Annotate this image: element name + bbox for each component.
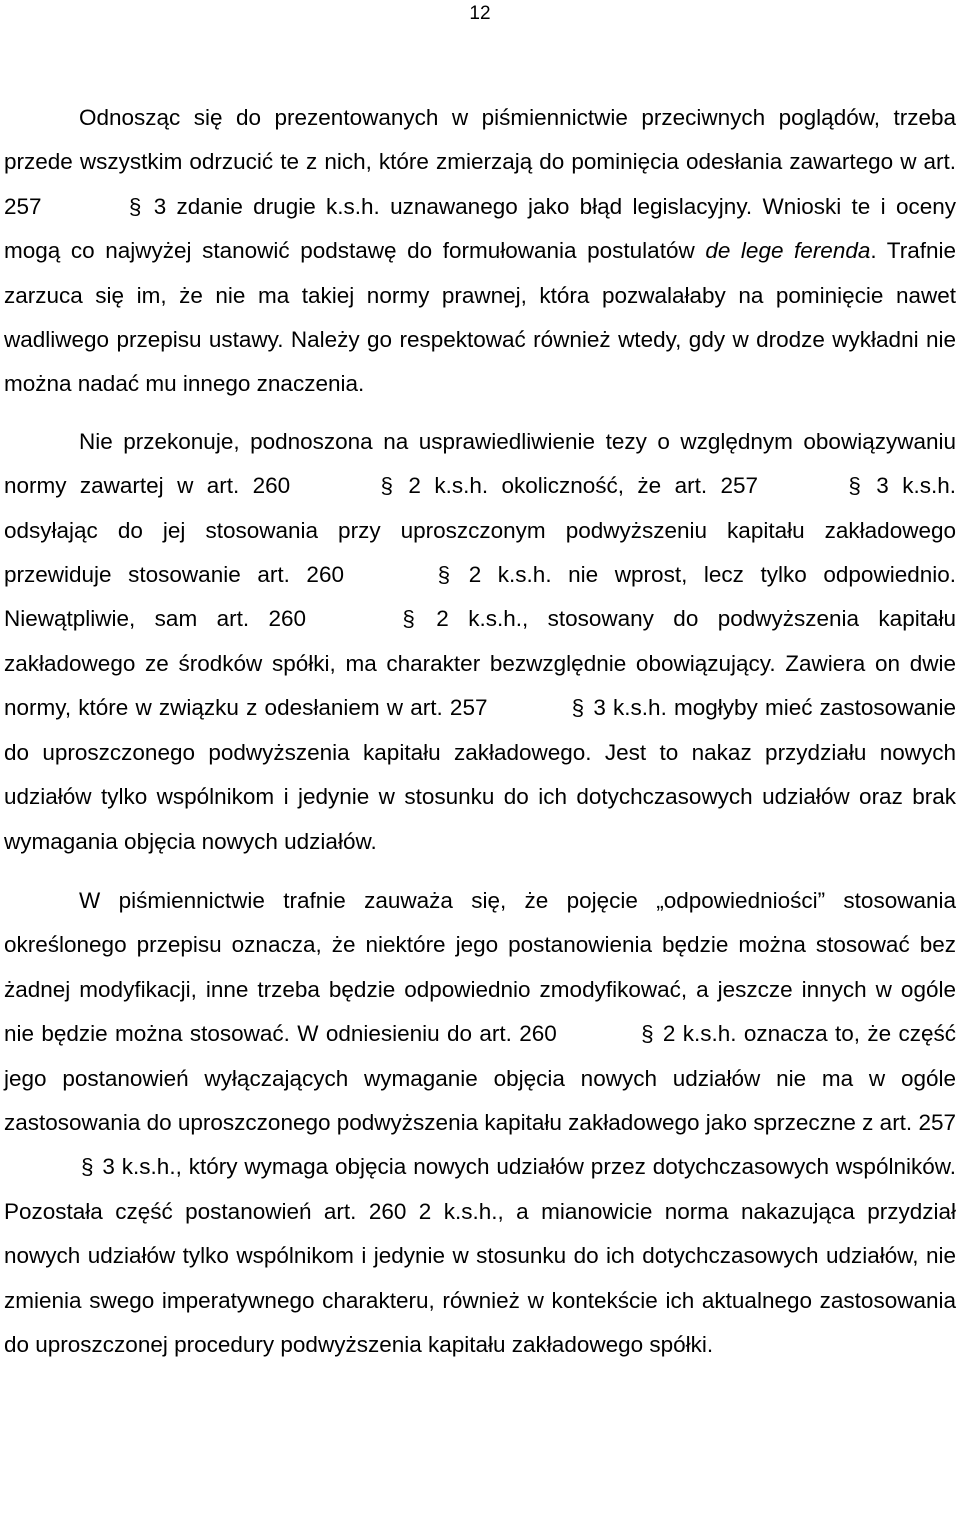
text-segment: 3 k.s.h. odsyłając do jej stosowania przy uproszczonym podwyższeniu kapitału zakładowego przewiduje stosowanie art. 260 [4, 473, 956, 588]
latin-phrase: de lege ferenda [705, 238, 871, 264]
text-segment: 2 k.s.h., stosowany do podwyższenia kapitału zakładowego ze środków spółki, ma charakter bezwzględnie obowiązujący. Zawiera on dwie normy, które w związku z odesłaniem w art. 257 [4, 606, 956, 721]
text-segment: 3 k.s.h., który wymaga objęcia nowych udziałów przez dotychczasowych wspólników. Pozostała część postanowień art. 260 2 k.s.h., a mianowicie norma nakazująca przydział nowych udziałów tylko wspólnikom i jedynie w stosunku do ich dotychczasowych udziałów, nie zmienia swego imperatywnego charakteru, również w kontekście ich aktualnego zastosowania do uproszczonej procedury podwyższenia kapitału zakładowego spółki. [4, 1154, 956, 1357]
paragraph-1 [4, 96, 956, 407]
text-segment: 3 k.s.h. mogłyby mieć zastosowanie do uproszczonego podwyższenia kapitału zakładowego. Jest to nakaz przydziału nowych udziałów tylko wspólnikom i jedynie w stosunku do ich dotychczasowych udziałów oraz brak wymagania objęcia nowych udziałów. [4, 695, 956, 854]
text-segment: 3 zdanie drugie k.s.h. uznawanego jako błąd legislacyjny. Wnioski te i oceny mogą co najwyżej stanowić podstawę do formułowania postulatów [4, 193, 957, 264]
text-segment: 2 k.s.h. okoliczność, że art. 257 [395, 473, 772, 499]
section-sign: § [641, 1021, 654, 1047]
section-sign: § [380, 473, 394, 499]
section-sign: § [128, 193, 142, 219]
paragraph-2 [4, 420, 956, 864]
section-sign: § [437, 562, 451, 588]
section-sign: § [848, 473, 861, 499]
text-segment: Nie przekonuje, podnoszona na usprawiedliwienie tezy o względnym obowiązywaniu normy zawartej w art. 260 [4, 428, 956, 499]
text-segment: 2 k.s.h. oznacza to, że część jego postanowień wyłączających wymaganie objęcia nowych udziałów nie ma w ogóle zastosowania do uproszczonego podwyższenia kapitału zakładowego jako sprzeczne z art. 257 [4, 1021, 956, 1135]
text-segment: 2 k.s.h. nie wprost, lecz tylko odpowiednio. Niewątpliwie, sam art. 260 [4, 562, 956, 632]
document-body [4, 96, 956, 1367]
text-segment: . Trafnie zarzuca się im, że nie ma takiej normy prawnej, która pozwalałaby na pominięcie nawet wadliwego przepisu ustawy. Należy go respektować również wtedy, gdy w drodze wykładni nie można nadać mu innego znaczenia. [4, 238, 956, 397]
section-sign: § [81, 1154, 94, 1180]
paragraph-3 [4, 879, 956, 1367]
page-number: 12 [469, 3, 491, 24]
text-segment: Odnosząc się do prezentowanych w piśmiennictwie przeciwnych poglądów, trzeba przede wszystkim odrzucić te z nich, które zmierzają do pominięcia odesłania zawartego w art. 257 [4, 105, 956, 219]
section-sign: § [402, 606, 415, 632]
text-segment: W piśmiennictwie trafnie zauważa się, że pojęcie „odpowiedniości” stosowania określonego przepisu oznacza, że niektóre jego postanowienia będzie można stosować bez żadnej modyfikacji, inne trzeba będzie odpowiednio zmodyfikować, a jeszcze innych w ogóle nie będzie można stosować. W odniesieniu do art. 260 [4, 887, 956, 1047]
section-sign: § [571, 695, 585, 721]
